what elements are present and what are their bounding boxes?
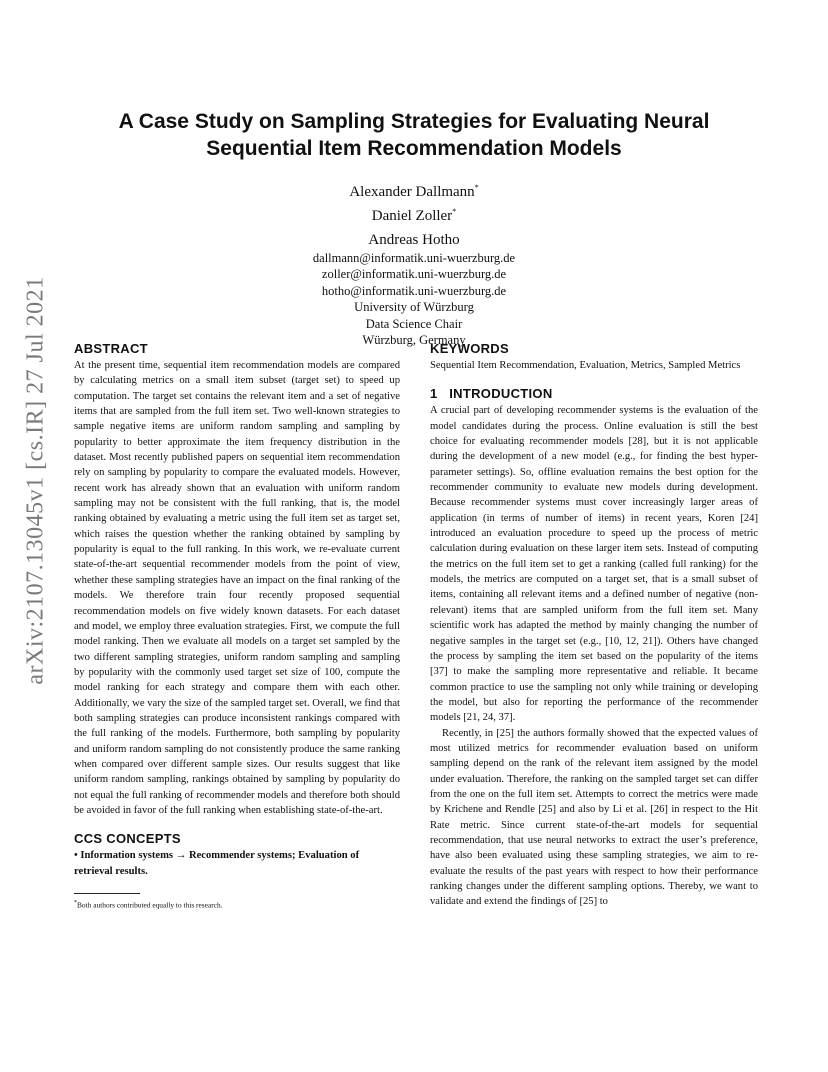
affiliation-department: Data Science Chair <box>365 316 463 331</box>
affiliation-location: Würzburg, Germany <box>362 333 466 348</box>
title-line-1: A Case Study on Sampling Strategies for Evaluating Neural <box>118 110 710 133</box>
author-block <box>200 178 628 348</box>
author-name: Daniel Zoller* <box>371 207 457 224</box>
footnote-rule <box>74 893 140 894</box>
title-line-2: Sequential Item Recommendation Models <box>206 137 622 160</box>
introduction-paragraph: A crucial part of developing recommender systems is the evaluation of the model candidates during the process. Online evaluation is still the best choice for evaluating recommender models [28], but it is not applicable during the development of a new model (e.g., for finding the best hyper-parameter settings). So, offline evaluation remains the best option for the recommender community to evaluate new models during development. Because recommender systems must cover increasingly larger areas of application (in terms of number of items) in recent years, Koren [24] introduced an evaluation procedure to speed up the process of metric calculation during evaluation on these larger item sets. Instead of computing the metrics on the full item set to get a ranking (called full ranking) for the models, the metrics are computed on a target set, that is a small subset of items, containing all relevant items and a defined number of negative (non-relevant) items that are sampled uniform from the full item set. Many scientific work has adapted the method by mainly changing the number of negative samples in the target set (e.g., [10, 12, 21]). Others have changed the process by sampling the item set based on the popularity of the items [37] to make the sampling more representative and reliable. It became common practice to use the sampling not only while training or developing the model, but also for reporting the performance of the recommender models [21, 24, 37]. <box>430 405 758 724</box>
arxiv-identifier <box>20 275 52 685</box>
paper-title <box>80 108 748 162</box>
introduction-heading: 1 INTRODUCTION <box>430 386 553 402</box>
author-email[interactable]: zoller@informatik.uni-wuerzburg.de <box>321 267 507 282</box>
left-column <box>74 340 400 910</box>
author-name: Andreas Hotho <box>368 232 460 248</box>
footnote: *Both authors contributed equally to this research. <box>74 900 223 910</box>
introduction-paragraph: Recently, in [25] the authors formally showed that the expected values of most utilized metrics for recommender evaluation based on uniform sampling depend on the rank of the relevant item assigned by the model under evaluation. Therefore, the ranking on the sampled target set can differ from the one on the full item set. Attempts to correct the metrics were made by Krichene and Rendle [25] and also by Li et al. [26] in respect to the Hit Rate metric. Since current state-of-the-art models for sequential recommendation, that use neural networks to extract the user’s preference, have also been evaluated using these sampling strategies, we aim to re-evaluate the results of the past years with respect to how their performance ranking changes under the different sampling options. Thereby, we want to validate and extend the findings of [25] to <box>430 727 758 908</box>
author-name: Alexander Dallmann* <box>349 183 479 200</box>
ccs-text: • Information systems → Recommender systems; Evaluation of retrieval results. <box>74 850 360 877</box>
arxiv-id-text: arXiv:2107.13045v1 [cs.IR] 27 Jul 2021 <box>22 275 49 685</box>
author-email[interactable]: hotho@informatik.uni-wuerzburg.de <box>321 283 507 298</box>
ccs-heading: CCS CONCEPTS <box>74 831 181 847</box>
author-email[interactable]: dallmann@informatik.uni-wuerzburg.de <box>312 251 516 265</box>
abstract-text: At the present time, sequential item recommendation models are compared by calculating metrics on a small item subset (target set) to speed up computation. The target set contains the relevant item and a set of negative items that are sampled from the full item set. Two well-known strategies to sample negative items are uniform random sampling and sampling by popularity to better approximate the item frequency distribution in the dataset. Most recently published papers on sequential item recommendation rely on sampling by popularity to compare the evaluated models. However, recent work has already shown that an evaluation with uniform random sampling may not be consistent with the full ranking, that is, the model ranking obtained by evaluating a metric using the full item set as target set, which raises the question whether the ranking obtained by sampling by popularity is equal to the full ranking. In this work, we re-evaluate current state-of-the-art sequential recommender models from the point of view, whether these sampling strategies have an impact on the final ranking of the models. We therefore train four recently proposed sequential recommendation models on five widely known datasets. For each dataset and model, we employ three evaluation strategies. First, we compute the full model ranking. Then we evaluate all models on a target set sampled by the two different sampling strategies, uniform random sampling and sampling by popularity with the commonly used target set size of 100, compute the model ranking for each strategy and compare them with each other. Additionally, we vary the size of the sampled target set. Overall, we find that both sampling strategies can produce inconsistent rankings compared with the full ranking of the models. Furthermore, both sampling by popularity and uniform random sampling do not consistently produce the same ranking when compared over different sample sizes. Our results suggest that like uniform random sampling, rankings obtained by sampling by popularity do not equal the full ranking of recommender models and therefore both should be avoided in favor of the full ranking when establishing state-of-the-art. <box>74 360 400 816</box>
keywords-heading: KEYWORDS <box>430 341 509 356</box>
abstract-heading: ABSTRACT <box>74 341 148 356</box>
affiliation-university: University of Würzburg <box>354 300 474 315</box>
right-column <box>430 340 758 910</box>
keywords-text: Sequential Item Recommendation, Evaluation, Metrics, Sampled Metrics <box>430 360 741 371</box>
